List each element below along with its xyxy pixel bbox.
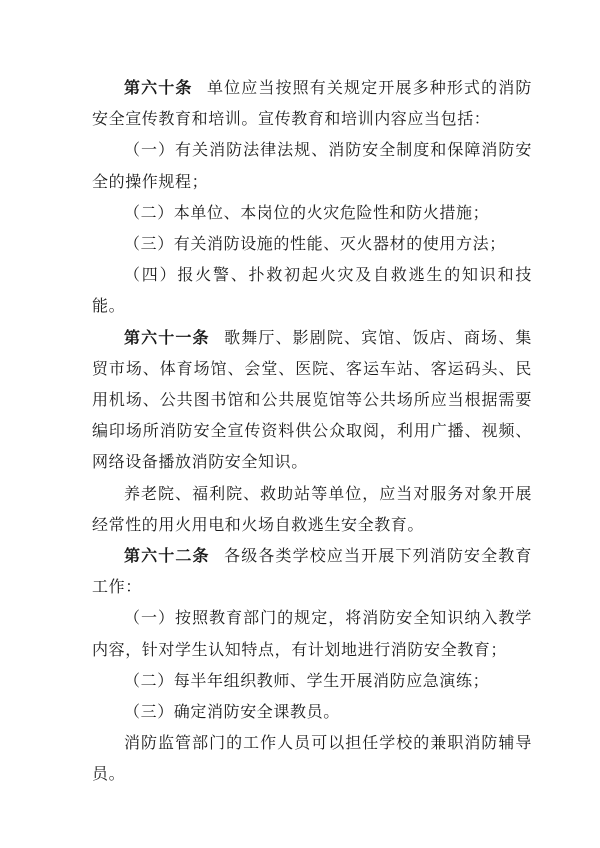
article-61-paragraph <box>92 322 532 478</box>
article-60-item-3-text: （三）有关消防设施的性能、灭火器材的使用方法； <box>124 234 506 254</box>
article-60-item-4-text: （四）报火警、扑救初起火灾及自救逃生的知识和技能。 <box>92 265 532 316</box>
article-60-item-3 <box>92 228 532 259</box>
article-60-text: 单位应当按照有关规定开展多种形式的消防安全宣传教育和培训。宣传教育和培训内容应当包括： <box>92 78 532 129</box>
article-62-item-3-text: （三）确定消防安全课教员。 <box>124 702 340 722</box>
article-62-item-2-text: （二）每半年组织教师、学生开展消防应急演练； <box>124 670 490 690</box>
article-62-paragraph-2 <box>92 727 532 789</box>
article-61-paragraph-2-text: 养老院、福利院、救助站等单位，应当对服务对象开展经常性的用火用电和火场自救逃生安全教育。 <box>92 483 532 534</box>
article-62-item-3 <box>92 696 532 727</box>
article-60-paragraph <box>92 72 532 134</box>
article-62-item-2 <box>92 665 532 696</box>
article-61-heading: 第六十一条 <box>124 327 210 347</box>
article-62-paragraph <box>92 540 532 602</box>
article-60-item-1 <box>92 134 532 196</box>
article-60-item-2 <box>92 197 532 228</box>
article-61-text: 歌舞厅、影剧院、宾馆、饭店、商场、集贸市场、体育场馆、会堂、医院、客运车站、客运码头、民用机场、公共图书馆和公共展览馆等公共场所应当根据需要编印场所消防安全宣传资料供公众取阅，利用广播、视频、网络设备播放消防安全知识。 <box>92 327 532 472</box>
article-60-heading: 第六十条 <box>124 78 193 97</box>
article-62-item-1-text: （一）按照教育部门的规定，将消防安全知识纳入教学内容，针对学生认知特点，有计划地进行消防安全教育； <box>92 608 532 659</box>
article-62-item-1 <box>92 602 532 664</box>
article-62-paragraph-2-text: 消防监管部门的工作人员可以担任学校的兼职消防辅导员。 <box>92 733 532 784</box>
article-61-paragraph-2 <box>92 478 532 540</box>
article-62-heading: 第六十二条 <box>124 546 210 566</box>
article-62-text: 各级各类学校应当开展下列消防安全教育工作： <box>92 546 532 597</box>
article-60-item-4 <box>92 259 532 321</box>
article-60-item-2-text: （二）本单位、本岗位的火灾危险性和防火措施； <box>124 202 490 222</box>
document-body <box>92 72 532 790</box>
article-60-item-1-text: （一）有关消防法律法规、消防安全制度和保障消防安全的操作规程； <box>92 140 532 191</box>
